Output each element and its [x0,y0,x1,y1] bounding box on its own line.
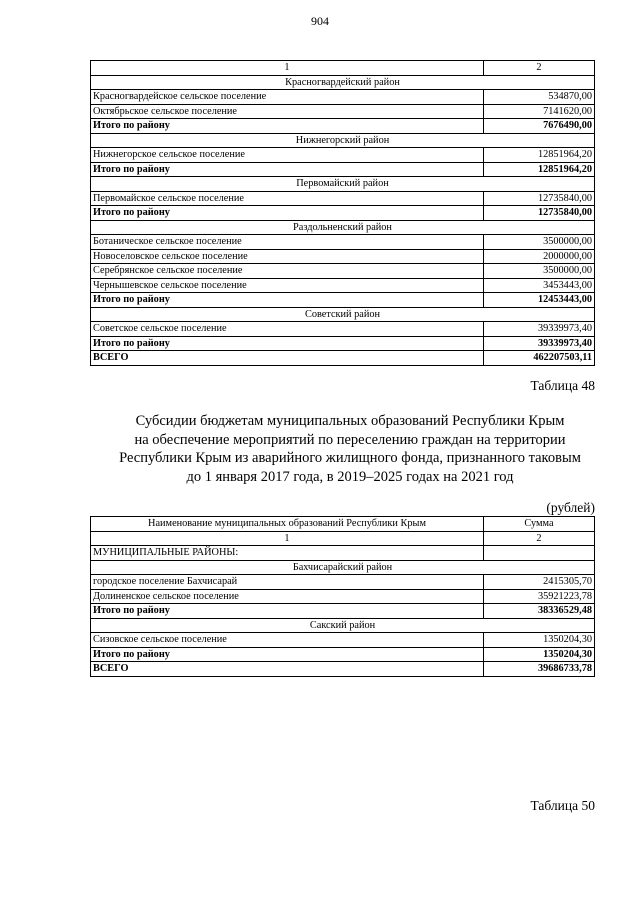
heading-line: Субсидии бюджетам муниципальных образований Республики Крым [135,413,565,429]
total-row [91,604,595,619]
table-row [91,249,595,264]
municipality-name: Долиненское сельское поселение [91,589,484,604]
total-row [91,162,595,177]
region-name: Первомайский район [91,177,595,192]
total-value: 12453443,00 [484,293,595,308]
column-header-row [91,517,595,532]
region-name: Сакский район [91,618,595,633]
table-50-caption: Таблица 50 [530,798,595,813]
region-header-row [91,75,595,90]
total-value: 12851964,20 [484,162,595,177]
amount-value: 12735840,00 [484,191,595,206]
column-number-row [91,531,595,546]
total-label: Итого по району [91,293,484,308]
section-name: МУНИЦИПАЛЬНЫЕ РАЙОНЫ: [91,546,484,561]
municipality-name: Нижнегорское сельское поселение [91,148,484,163]
total-value: 462207503,11 [484,351,595,366]
column-header-name: Наименование муниципальных образований Республики Крым [91,517,484,532]
table-row [91,264,595,279]
amount-value: 7141620,00 [484,104,595,119]
total-label: Итого по району [91,604,484,619]
municipality-name: Чернышевское сельское поселение [91,278,484,293]
region-name: Красногвардейский район [91,75,595,90]
subsidy-table-48 [90,516,595,677]
table-row [91,235,595,250]
empty-cell [484,546,595,561]
municipality-name: городское поселение Бахчисарай [91,575,484,590]
amount-value: 3500000,00 [484,235,595,250]
page-number: 904 [311,14,329,28]
amount-value: 534870,00 [484,90,595,105]
total-value: 1350204,30 [484,647,595,662]
table-row [91,104,595,119]
column-number: 1 [91,61,484,76]
total-value: 7676490,00 [484,119,595,134]
table-row [91,90,595,105]
table-row [91,148,595,163]
column-number: 2 [484,531,595,546]
table-row [91,191,595,206]
table-row [91,322,595,337]
total-value: 39686733,78 [484,662,595,677]
heading-line: Республики Крым из аварийного жилищного фонда, признанного таковым [119,450,581,466]
region-header-row [91,307,595,322]
total-row [91,662,595,677]
region-header-row [91,220,595,235]
amount-value: 12851964,20 [484,148,595,163]
table-row [91,575,595,590]
table-48-caption: Таблица 48 [530,378,595,393]
units-label: (рублей) [546,500,595,515]
heading-line: до 1 января 2017 года, в 2019–2025 годах на 2021 год [186,468,514,485]
column-number: 1 [91,531,484,546]
municipality-name: Ботаническое сельское поселение [91,235,484,250]
region-name: Нижнегорский район [91,133,595,148]
column-number: 2 [484,61,595,76]
total-label: Итого по району [91,206,484,221]
municipality-name: Советское сельское поселение [91,322,484,337]
total-row [91,119,595,134]
municipality-name: Новоселовское сельское поселение [91,249,484,264]
region-header-row [91,133,595,148]
municipality-name: Серебрянское сельское поселение [91,264,484,279]
region-header-row [91,618,595,633]
region-name: Бахчисарайский район [91,560,595,575]
region-name: Советский район [91,307,595,322]
region-name: Раздольненский район [91,220,595,235]
table-row [91,589,595,604]
amount-value: 3453443,00 [484,278,595,293]
region-header-row [91,560,595,575]
total-row [91,336,595,351]
municipality-name: Первомайское сельское поселение [91,191,484,206]
amount-value: 2000000,00 [484,249,595,264]
amount-value: 3500000,00 [484,264,595,279]
total-label: ВСЕГО [91,662,484,677]
total-label: ВСЕГО [91,351,484,366]
total-row [91,206,595,221]
municipality-name: Октябрьское сельское поселение [91,104,484,119]
region-header-row [91,177,595,192]
total-label: Итого по району [91,647,484,662]
amount-value: 35921223,78 [484,589,595,604]
total-value: 12735840,00 [484,206,595,221]
total-value: 39339973,40 [484,336,595,351]
total-row [91,293,595,308]
table-48-heading [60,412,640,486]
total-row [91,351,595,366]
heading-line: на обеспечение мероприятий по переселению граждан на территории [134,431,566,448]
total-label: Итого по району [91,162,484,177]
table-row [91,278,595,293]
municipality-name: Красногвардейское сельское поселение [91,90,484,105]
total-label: Итого по району [91,119,484,134]
table-row [91,633,595,648]
column-header-sum: Сумма [484,517,595,532]
total-label: Итого по району [91,336,484,351]
total-row [91,647,595,662]
total-value: 38336529,48 [484,604,595,619]
subsidy-table-continued [90,60,595,366]
column-number-row [91,61,595,76]
section-row [91,546,595,561]
amount-value: 2415305,70 [484,575,595,590]
amount-value: 39339973,40 [484,322,595,337]
municipality-name: Сизовское сельское поселение [91,633,484,648]
amount-value: 1350204,30 [484,633,595,648]
